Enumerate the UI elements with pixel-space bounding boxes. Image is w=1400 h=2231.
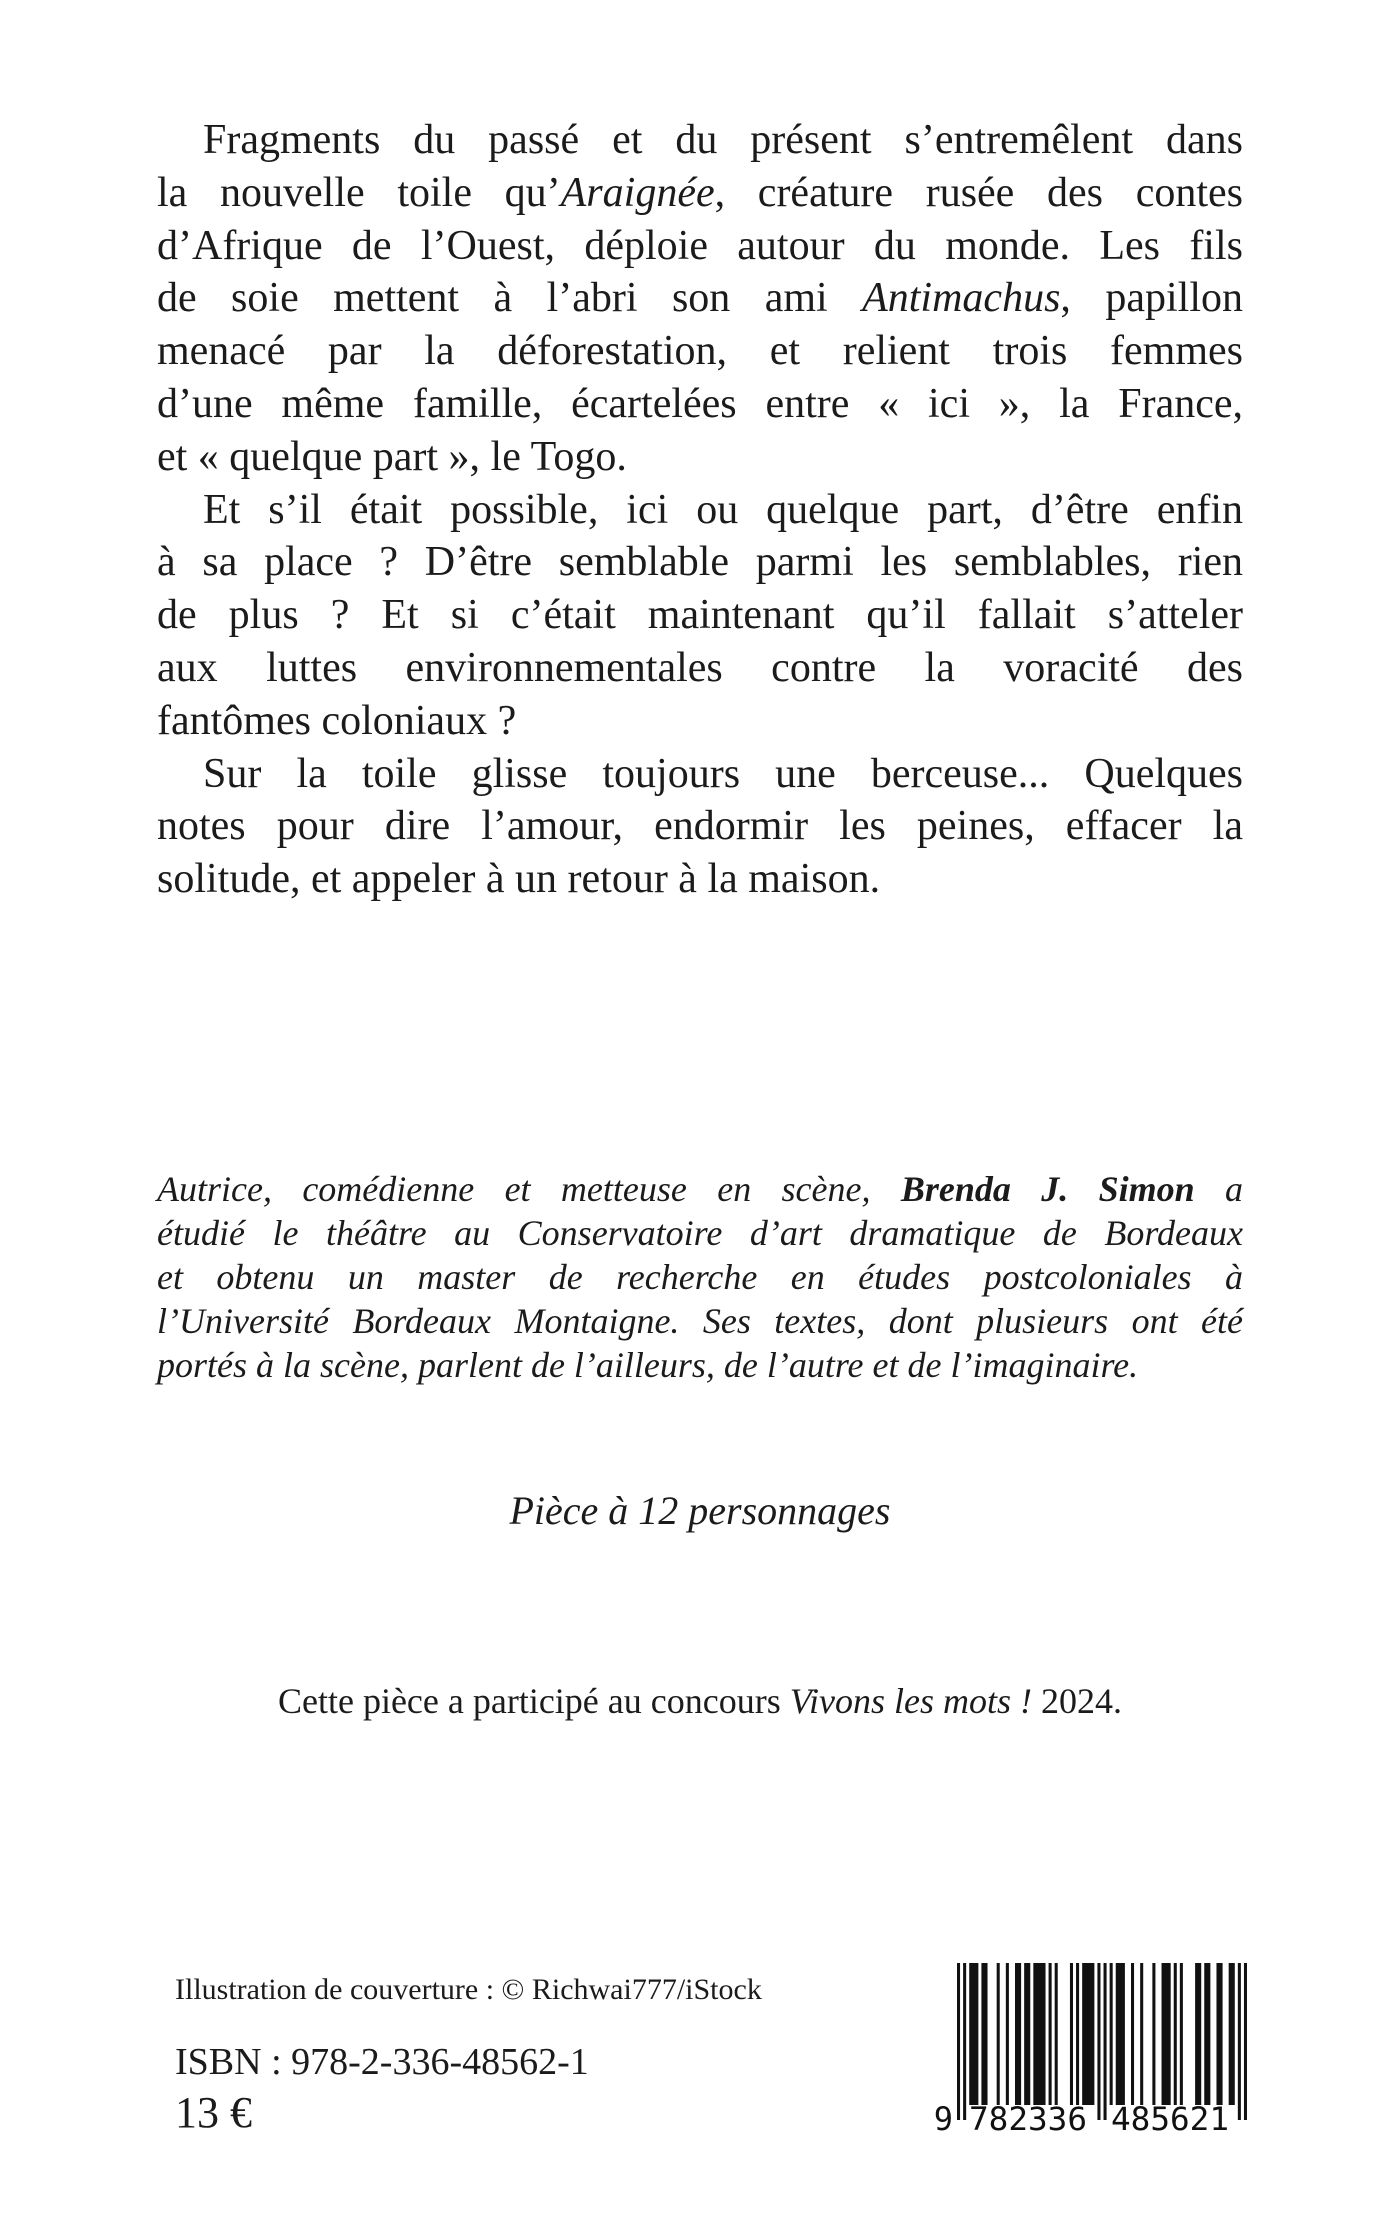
- text-segment: fantômes coloniaux ?: [157, 697, 517, 744]
- text-segment: Et s’il était possible, ici ou quelque part, d’être enfin: [203, 486, 1243, 533]
- text-segment: Fragments du passé et du présent s’entremêlent dans: [203, 117, 1243, 163]
- isbn-text: ISBN : 978-2-336-48562-1: [175, 2041, 589, 2083]
- barcode-bar: [1082, 1963, 1094, 2105]
- barcode-bar: [1116, 1963, 1125, 2105]
- barcode-bar: [963, 1963, 966, 2120]
- text-segment: Araignée: [560, 169, 715, 216]
- barcode-bar: [1152, 1963, 1155, 2105]
- text-segment: d’Afrique de l’Ouest, déploie autour du monde. Les fils: [157, 222, 1243, 269]
- barcode-bar: [1070, 1963, 1073, 2105]
- barcode-bar: [1174, 1963, 1177, 2105]
- text-segment: d’une même famille, écartelées entre « ici », la France,: [157, 380, 1243, 427]
- character-count-note: [0, 1486, 1400, 1536]
- synopsis-line: [157, 325, 1243, 378]
- author-bio-block: [157, 1167, 1243, 1387]
- barcode-svg: [933, 1963, 1247, 2135]
- barcode-bar: [1216, 1963, 1222, 2105]
- text-segment: a: [1194, 1169, 1243, 1209]
- text-segment: Sur la toile glisse toujours une berceuse... Quelques: [203, 750, 1243, 797]
- text-segment: menacé par la déforestation, et relient trois femmes: [157, 328, 1243, 375]
- text-segment: , papillon: [1060, 275, 1243, 322]
- barcode-bar: [1097, 1963, 1100, 2120]
- price-label: [175, 2087, 575, 2139]
- synopsis-line: [157, 272, 1243, 325]
- synopsis-line: [157, 695, 1243, 748]
- character-count-text: Pièce à 12 personnages: [509, 1488, 891, 1533]
- bio-line: [157, 1299, 1243, 1343]
- barcode-digits: 782336: [969, 2100, 1087, 2135]
- synopsis-line: [157, 220, 1243, 273]
- barcode-bar: [1195, 1963, 1201, 2105]
- text-segment: portés à la scène, parlent de l’ailleurs, de l’autre et de l’imaginaire.: [157, 1345, 1139, 1385]
- synopsis-line: [157, 642, 1243, 695]
- barcode-bar: [1015, 1963, 1021, 2105]
- barcode-bar: [1180, 1963, 1183, 2105]
- barcode-digits: 9: [933, 2100, 953, 2135]
- synopsis-line: [157, 114, 1243, 167]
- synopsis-line: [157, 484, 1243, 537]
- bio-line: [157, 1211, 1243, 1255]
- text-segment: Brenda J. Simon: [900, 1169, 1195, 1209]
- synopsis-line: [157, 167, 1243, 220]
- barcode-digits: 485621: [1111, 2100, 1229, 2135]
- barcode-bar: [1244, 1963, 1247, 2120]
- barcode-bar: [1140, 1963, 1143, 2105]
- barcode-bar: [1049, 1963, 1052, 2105]
- barcode-bar: [1076, 1963, 1079, 2105]
- barcode-bar: [1162, 1963, 1171, 2105]
- synopsis-paragraph: [157, 484, 1243, 748]
- synopsis-line: [157, 589, 1243, 642]
- barcode-bar: [1104, 1963, 1107, 2120]
- synopsis-line: [157, 536, 1243, 589]
- synopsis-line: [157, 378, 1243, 431]
- price-text: 13 €: [175, 2088, 252, 2137]
- contest-note-line: [0, 1678, 1400, 1724]
- text-segment: notes pour dire l’amour, endormir les peines, effacer la: [157, 803, 1243, 850]
- synopsis-paragraph: [157, 748, 1243, 906]
- barcode-bar: [1024, 1963, 1030, 2105]
- barcode-bar: [1006, 1963, 1009, 2105]
- barcode-bar: [1033, 1963, 1045, 2105]
- ean13-barcode: [933, 1963, 1247, 2135]
- barcode-bar: [1238, 1963, 1241, 2120]
- text-segment: l’Université Bordeaux Montaigne. Ses textes, dont plusieurs ont été: [157, 1301, 1243, 1341]
- text-segment: Autrice, comédienne et metteuse en scène,: [157, 1169, 901, 1209]
- barcode-bar: [1204, 1963, 1210, 2105]
- text-segment: Vivons les mots !: [789, 1681, 1033, 1721]
- text-segment: de soie mettent à l’abri son ami: [157, 275, 863, 322]
- bio-line: [157, 1167, 1243, 1211]
- text-segment: et « quelque part », le Togo.: [157, 433, 627, 480]
- barcode-bar: [1110, 1963, 1113, 2105]
- text-segment: Cette pièce a participé au concours: [277, 1681, 790, 1721]
- bio-line: [157, 1255, 1243, 1299]
- barcode-bar: [1131, 1963, 1134, 2105]
- barcode-bar: [997, 1963, 1000, 2105]
- synopsis-line: [157, 748, 1243, 801]
- text-segment: de plus ? Et si c’était maintenant qu’il fallait s’atteler: [157, 592, 1243, 639]
- bio-line: [157, 1343, 1243, 1387]
- barcode-bar: [969, 1963, 978, 2105]
- synopsis-paragraph: [157, 114, 1243, 484]
- text-segment: solitude, et appeler à un retour à la maison.: [157, 856, 881, 903]
- barcode-bar: [1229, 1963, 1235, 2105]
- text-segment: 2024.: [1032, 1681, 1123, 1721]
- synopsis-line: [157, 431, 1243, 484]
- cover-illustration-credit-text: Illustration de couverture : © Richwai777/iStock: [175, 1973, 762, 2006]
- text-segment: et obtenu un master de recherche en études postcoloniales à: [157, 1257, 1243, 1297]
- text-segment: Antimachus: [862, 275, 1061, 322]
- synopsis-text-block: [157, 114, 1243, 906]
- text-segment: étudié le théâtre au Conservatoire d’art dramatique de Bordeaux: [157, 1213, 1243, 1253]
- synopsis-line: [157, 853, 1243, 906]
- text-segment: la nouvelle toile qu’: [157, 169, 561, 216]
- barcode-bar: [1055, 1963, 1058, 2105]
- barcode-bar: [957, 1963, 960, 2120]
- text-segment: aux luttes environnementales contre la voracité des: [157, 644, 1243, 691]
- text-segment: à sa place ? D’être semblable parmi les semblables, rien: [157, 539, 1243, 586]
- synopsis-line: [157, 800, 1243, 853]
- text-segment: , créature rusée des contes: [714, 169, 1243, 216]
- barcode-bar: [981, 1963, 987, 2105]
- contest-note: [0, 1678, 1400, 1724]
